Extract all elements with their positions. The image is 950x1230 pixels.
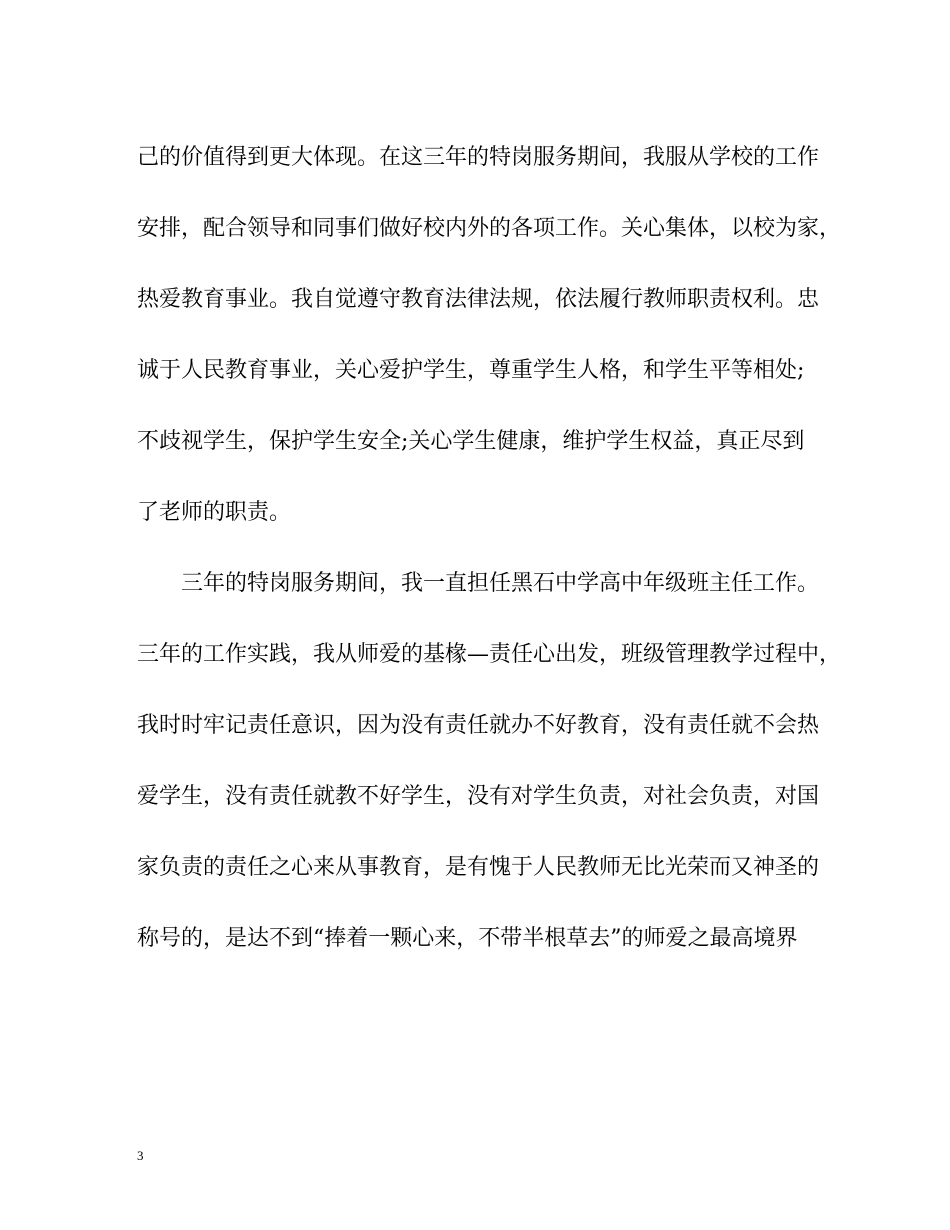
text-line-4: 诚于人民教育事业，关心爱护学生，尊重学生人格，和学生平等相处; — [137, 358, 805, 383]
text-line-1: 己的价值得到更大体现。在这三年的特岗服务期间，我服从学校的工作 — [137, 145, 820, 170]
text-line-8: 三年的工作实践，我从师爱的基椽—责任心出发，班级管理教学过程中， — [137, 642, 842, 667]
text-line-12: 称号的，是达不到“捧着一颗心来，不带半根草去”的师爱之最高境界 — [137, 926, 798, 951]
text-line-6: 了老师的职责。 — [137, 500, 292, 525]
page-number: 3 — [137, 1148, 144, 1163]
paragraph-2-first-line: 三年的特岗服务期间，我一直担任黑石中学高中年级班主任工作。 — [181, 571, 820, 596]
text-line-5: 不歧视学生，保护学生安全;关心学生健康，维护学生权益，真正尽到 — [137, 429, 805, 454]
text-line-10: 爱学生，没有责任就教不好学生，没有对学生负责，对社会负责，对国 — [137, 784, 820, 809]
text-line-11: 家负责的责任之心来从事教育，是有愧于人民教师无比光荣而又神圣的 — [137, 855, 820, 880]
text-line-3: 热爱教育事业。我自觉遵守教育法律法规，依法履行教师职责权利。忠 — [137, 287, 820, 312]
text-line-9: 我时时牢记责任意识，因为没有责任就办不好教育，没有责任就不会热 — [137, 713, 820, 738]
text-line-2: 安排，配合领导和同事们做好校内外的各项工作。关心集体，以校为家， — [137, 216, 842, 241]
